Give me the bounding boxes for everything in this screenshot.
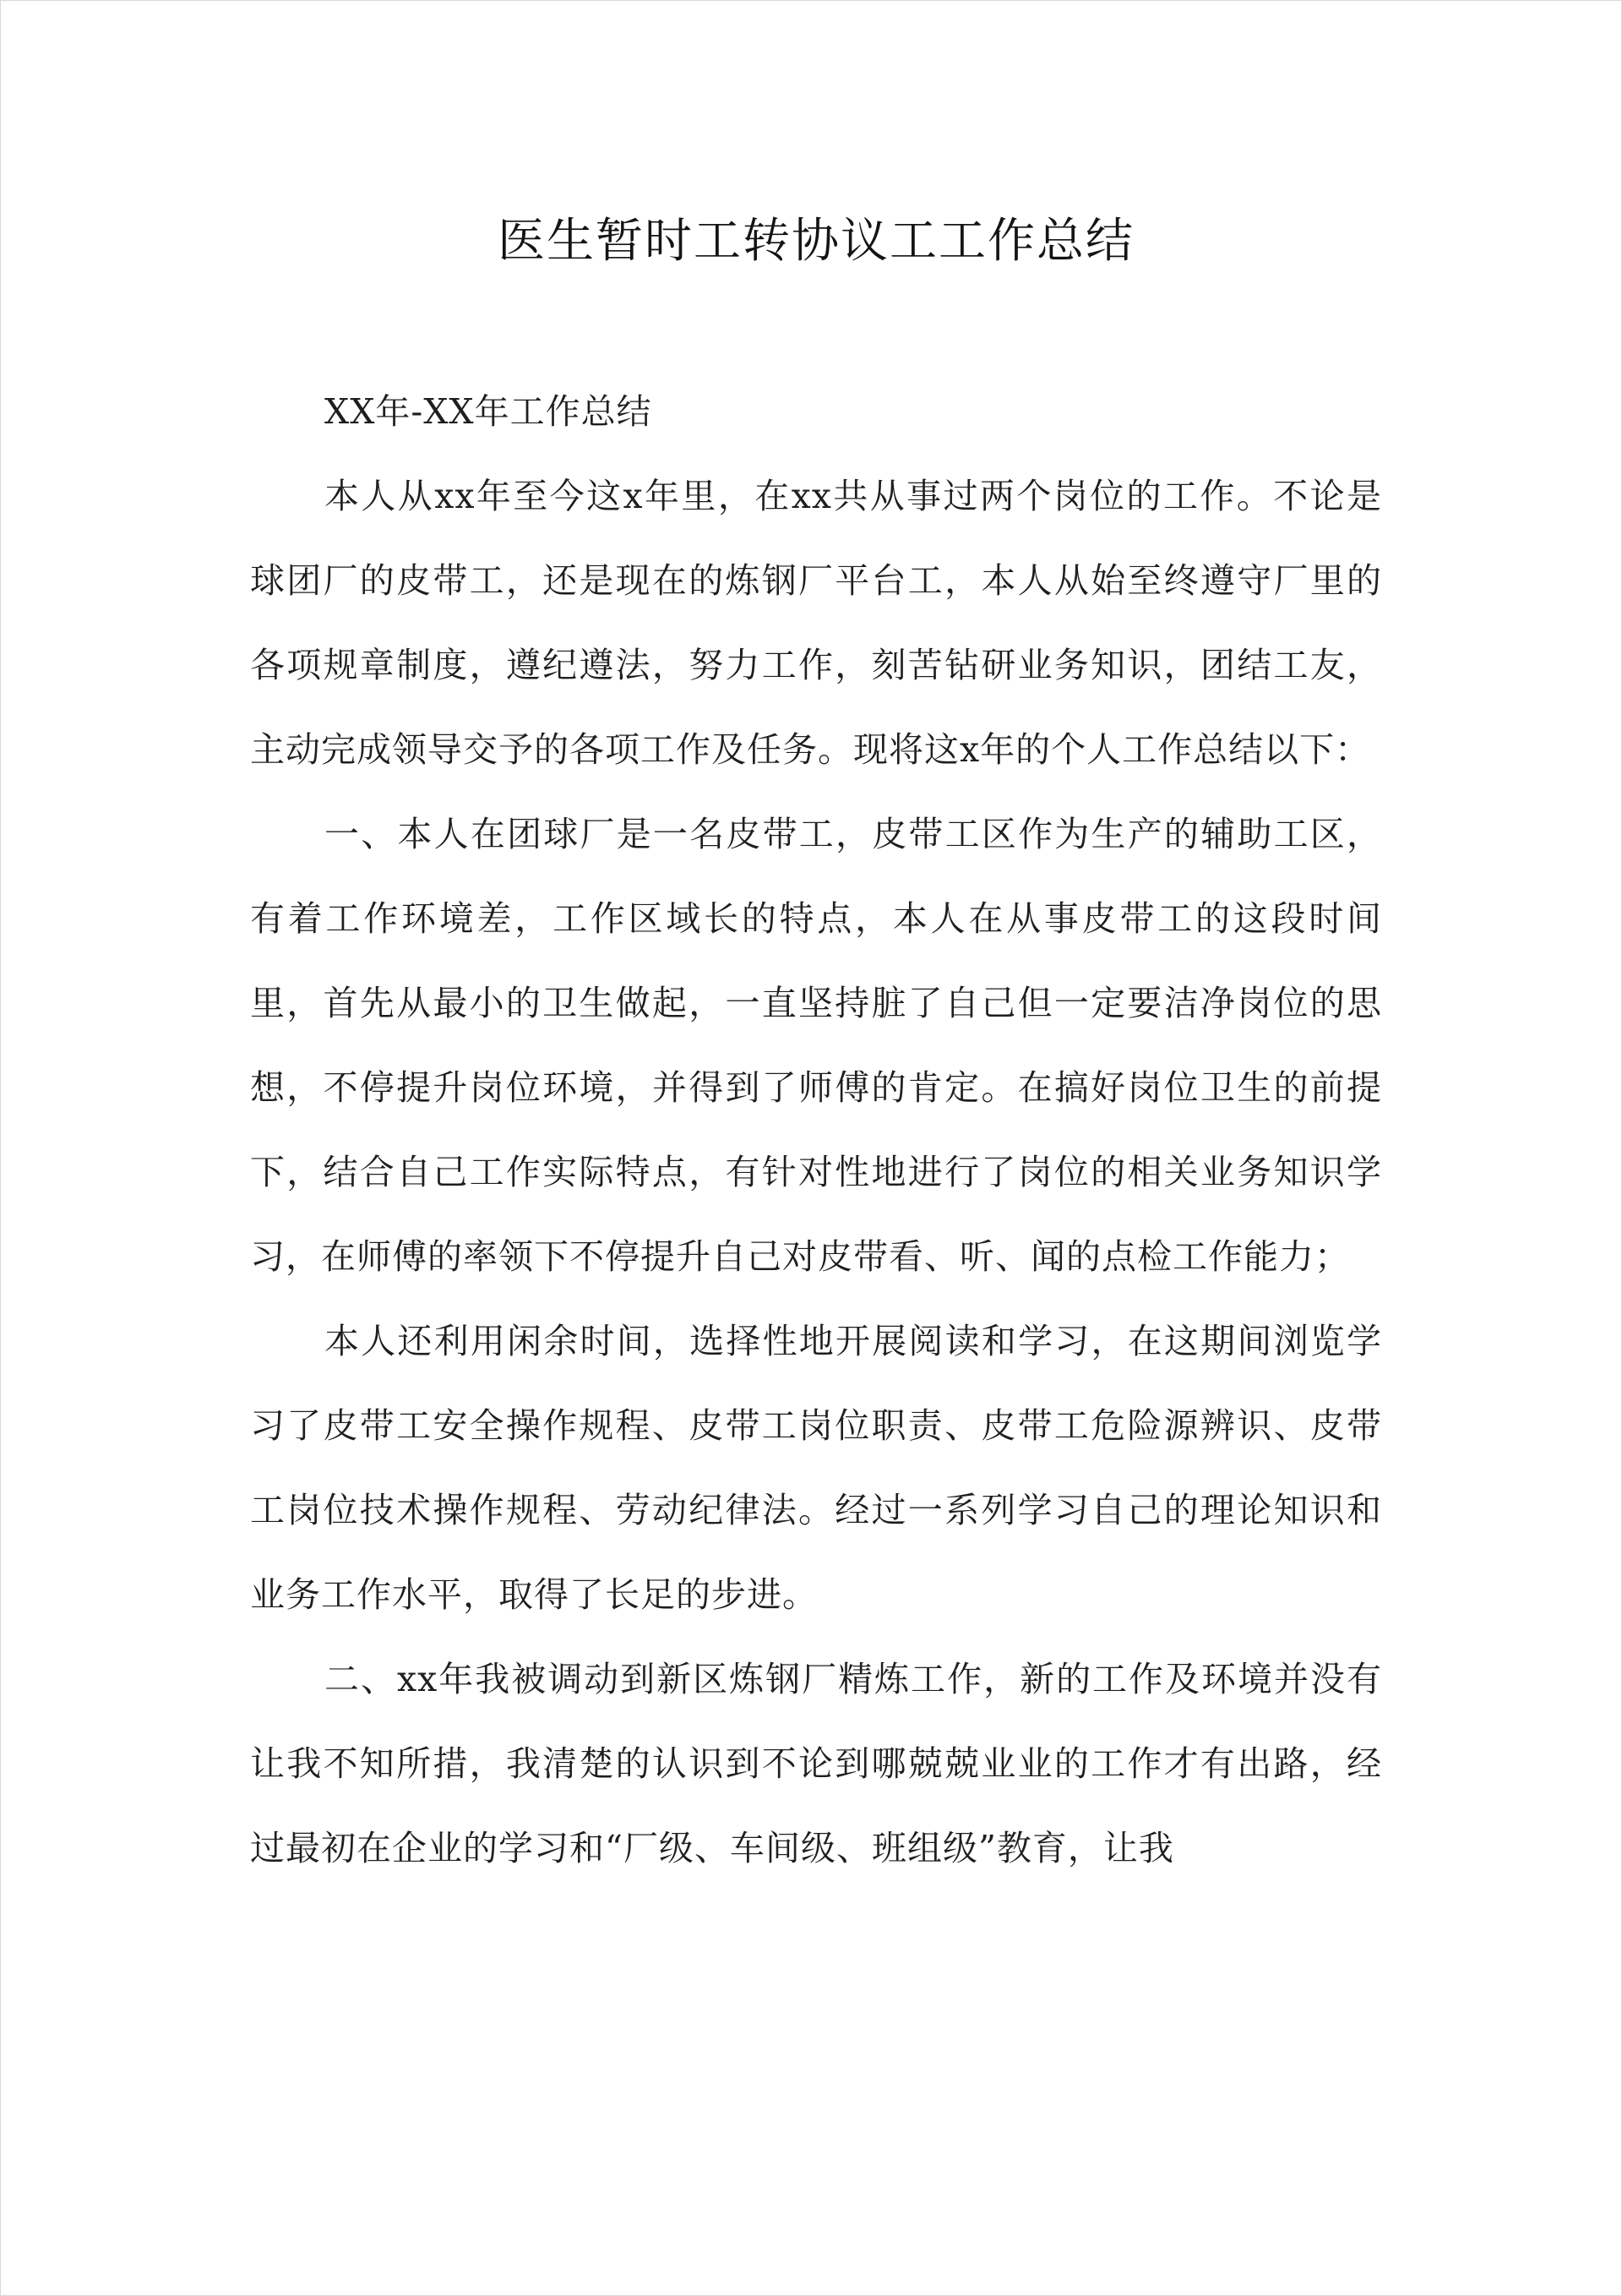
document-body <box>250 369 1382 1890</box>
paragraph-intro: 本人从xx年至今这x年里，在xx共从事过两个岗位的工作。不论是球团厂的皮带工，还是现在的炼钢厂平台工，本人从始至终遵守厂里的各项规章制度，遵纪遵法，努力工作，刻苦钻研业务知识，团结工友，主动完成领导交予的各项工作及任务。现将这x年的个人工作总结以下： <box>250 476 1382 770</box>
document-title: 医生暂时工转协议工工作总结 <box>498 214 1135 269</box>
paragraph-section-two: 二、xx年我被调动到新区炼钢厂精炼工作，新的工作及环境并没有让我不知所措，我清楚的认识到不论到哪兢兢业业的工作才有出路，经过最初在企业的学习和“厂级、车间级、班组级”教育，让我 <box>250 1659 1382 1868</box>
paragraph-heading-year: XX年-XX年工作总结 <box>324 391 652 432</box>
paragraph-study: 本人还利用闲余时间，选择性地开展阅读和学习，在这期间浏览学习了皮带工安全操作规程、皮带工岗位职责、皮带工危险源辨识、皮带工岗位技术操作规程、劳动纪律法。经过一系列学习自己的理论知识和业务工作水平，取得了长足的步进。 <box>250 1321 1382 1615</box>
paragraph-section-one: 一、本人在团球厂是一名皮带工，皮带工区作为生产的辅助工区，有着工作环境差，工作区域长的特点，本人在从事皮带工的这段时间里，首先从最小的卫生做起，一直坚持脏了自己但一定要洁净岗位的思想，不停提升岗位环境，并得到了师傅的肯定。在搞好岗位卫生的前提下，结合自己工作实际特点，有针对性地进行了岗位的相关业务知识学习，在师傅的率领下不停提升自己对皮带看、听、闻的点检工作能力； <box>250 814 1382 1277</box>
